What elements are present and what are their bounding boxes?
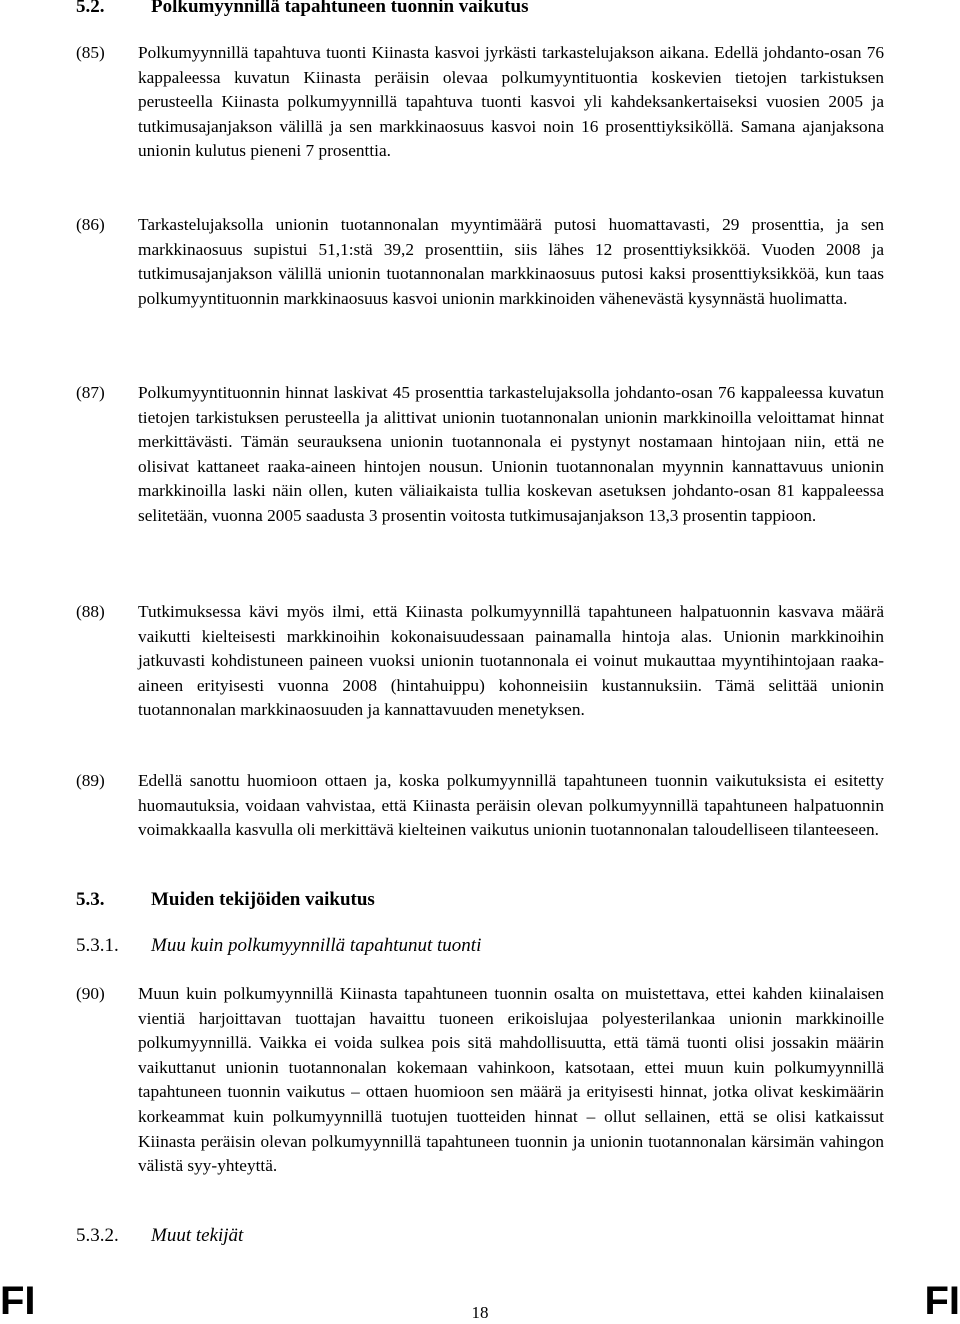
- paragraph-number: (90): [76, 984, 105, 1003]
- paragraph-86: [76, 213, 884, 311]
- paragraph-88: [76, 600, 884, 723]
- subsection-title: Muut tekijät: [151, 1225, 244, 1246]
- paragraph-89: [76, 769, 884, 843]
- paragraph-number: (88): [76, 602, 105, 621]
- paragraph-text: Tutkimuksessa kävi myös ilmi, että Kiinasta polkumyynnillä tapahtuneen halpatuonnin kasvava määrä vaikutti kielteisesti markkinoihin kokonaisuudessaan painamalla hintoja alas. Unionin markkinoihin jatkuvasti kohdistuneen paineen vuoksi unionin tuotannonala ei voinut mukauttaa myyntihintojaan raaka-aineen erityisesti vuonna 2008 (hintahuippu) kohonneisiin kustannuksiin. Tämä selittää unionin tuotannonalan markkinaosuuden ja kannattavuuden menetyksen.: [138, 602, 884, 720]
- subsection-title: Muu kuin polkumyynnillä tapahtunut tuonti: [151, 935, 482, 956]
- paragraph-number: (85): [76, 43, 105, 62]
- page-number: 18: [471, 1303, 489, 1322]
- subsection-number: 5.3.1.: [76, 935, 119, 956]
- paragraph-number: (87): [76, 383, 105, 402]
- paragraph-90: [76, 982, 884, 1179]
- section-title: Muiden tekijöiden vaikutus: [151, 889, 375, 910]
- paragraph-number: (86): [76, 215, 105, 234]
- paragraph-text: Edellä sanottu huomioon ottaen ja, koska polkumyynnillä tapahtuneen tuonnin vaikutuksista ei esitetty huomautuksia, voidaan vahvistaa, että Kiinasta peräisin olevan polkumyynnillä tapahtuneen halpatuonnin voimakkaalla kasvulla oli merkittävä kielteinen vaikutus unionin tuotannonalan taloudelliseen tilanteeseen.: [138, 771, 884, 840]
- paragraph-text: Polkumyynnillä tapahtuva tuonti Kiinasta kasvoi jyrkästi tarkastelujakson aikana. Edellä johdanto-osan 76 kappaleessa kuvatun Kiinasta peräisin olevaa polkumyyntituontia koskevien tietojen tarkistuksen perusteella Kiinasta polkumyynnillä tapahtuva tuonti kasvoi yli kahdeksankertaiseksi vuosien 2005 ja tutkimusajanjakson välillä ja sen markkinaosuus kasvoi noin 16 prosenttiyksiköllä. Samana ajanjaksona unionin kulutus pieneni 7 prosenttia.: [138, 43, 884, 161]
- paragraph-text: Polkumyyntituonnin hinnat laskivat 45 prosenttia tarkastelujaksolla johdanto-osan 76 kappaleessa kuvatun tietojen tarkistuksen perusteella ja alittivat unionin tuotannonalan unionin markkinoilla veloittamat hinnat merkittävästi. Tämän seurauksena unionin tuotannonala ei pystynyt nostamaan hintojaan niin, että ne olisivat kattaneet raaka-aineen hintojen nousun. Unionin tuotannonalan myynnin kannattavuus unionin markkinoilla laski näin ollen, kuten väliaikaista tullia koskevan asetuksen johdanto-osan 81 kappaleessa selitetään, vuonna 2005 saadusta 3 prosentin voitosta tutkimusajanjakson 13,3 prosentin tappioon.: [138, 383, 884, 525]
- section-number: 5.2.: [76, 0, 105, 17]
- footer-language-code-left: FI: [0, 1279, 36, 1323]
- section-number: 5.3.: [76, 889, 105, 910]
- paragraph-87: [76, 381, 884, 529]
- footer-language-code-right: FI: [924, 1279, 960, 1323]
- section-title: Polkumyynnillä tapahtuneen tuonnin vaikutus: [151, 0, 529, 17]
- subsection-number: 5.3.2.: [76, 1225, 119, 1246]
- paragraph-number: (89): [76, 771, 105, 790]
- paragraph-text: Tarkastelujaksolla unionin tuotannonalan myyntimäärä putosi huomattavasti, 29 prosenttia, ja sen markkinaosuus supistui 51,1:stä 39,2 prosenttiin, siis lähes 12 prosenttiyksikköä. Vuoden 2008 ja tutkimusajanjakson välillä unionin tuotannonalan markkinaosuus putosi kaksi prosenttiyksikköä, kun taas polkumyyntituonnin markkinaosuus kasvoi unionin markkinoiden vähenevästä kysynnästä huolimatta.: [138, 215, 884, 308]
- paragraph-85: [76, 41, 884, 164]
- paragraph-text: Muun kuin polkumyynnillä Kiinasta tapahtuneen tuonnin osalta on muistettava, ettei kahden kiinalaisen vientiä harjoittavan tuottajan havaittu tuoneen erikoislujaa polyesterilankaa unionin markkinoille polkumyynnillä. Vaikka ei voida sulkea pois sitä mahdollisuutta, että tämä tuonti olisi jossakin määrin vaikuttanut unionin tuotannonalan kokemaan vahinkoon, katsotaan, ettei muun kuin polkumyynnillä tapahtuneen tuonnin vaikutus – ottaen huomioon sen määrä ja erityisesti hinnat, jotka olivat keskimäärin korkeammat kuin polkumyynnillä tuotujen tuotteiden hinnat – ollut sellainen, että se olisi katkaissut Kiinasta peräisin olevan polkumyynnillä tapahtuneen tuonnin ja unionin tuotannonalan kärsimän vahingon välistä syy-yhteyttä.: [138, 984, 884, 1176]
